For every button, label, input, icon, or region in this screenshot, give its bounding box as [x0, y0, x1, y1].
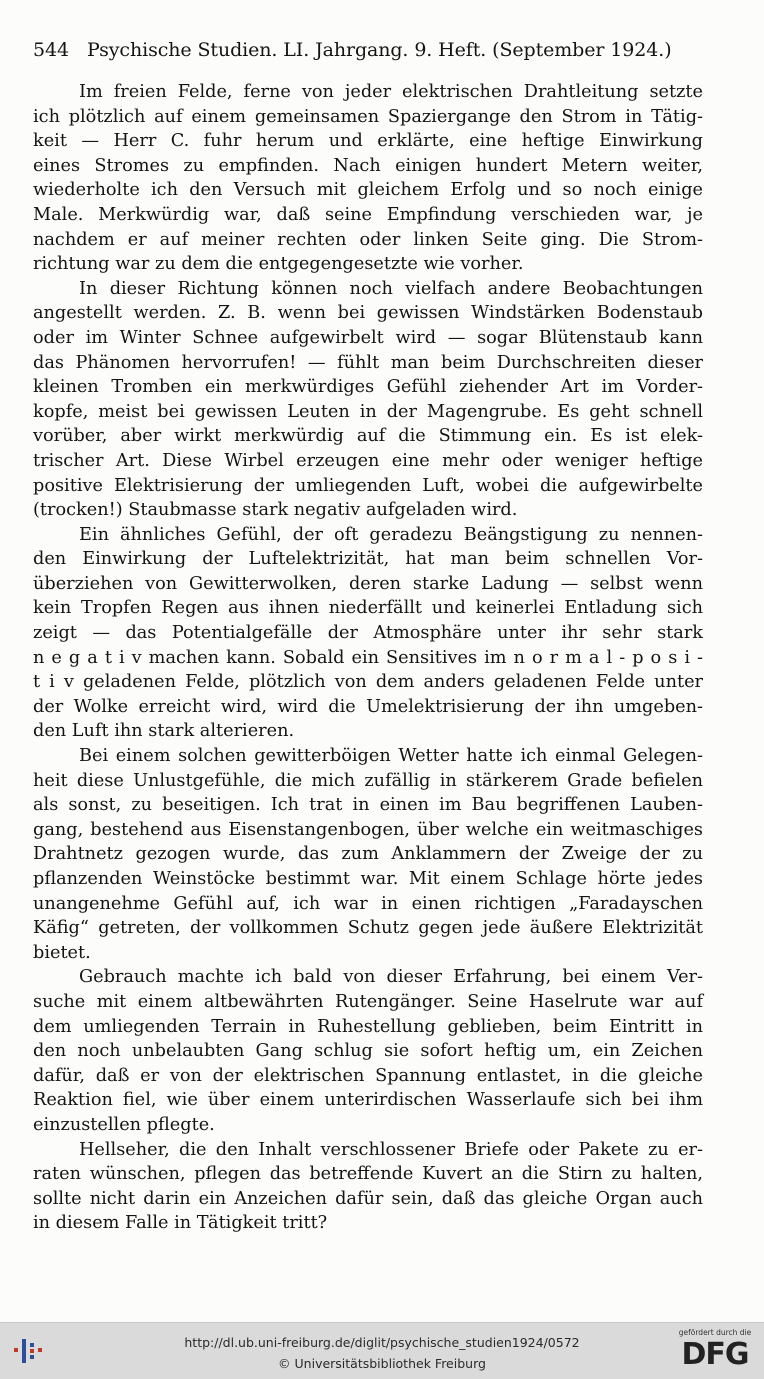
text-line: keit — Herr C. fuhr herum und erklärte, eine heftige Einwirkung — [33, 131, 703, 152]
text-line: eines Stromes zu empfinden. Nach einigen hundert Metern weiter, — [33, 155, 703, 176]
page-header — [33, 38, 733, 62]
text-line: zeigt — das Potentialgefälle der Atmosphäre unter ihr sehr stark — [33, 623, 703, 644]
text-line: richtung war zu dem die entgegengesetzte wie vorher. — [33, 254, 524, 275]
text-line: Gebrauch machte ich bald von dieser Erfahrung, bei einem Ver- — [79, 967, 703, 988]
text-line: den Luft ihn stark alterieren. — [33, 721, 295, 742]
text-line: In dieser Richtung können noch vielfach andere Beobachtungen — [79, 278, 703, 299]
text-line: positive Elektrisierung der umliegenden Luft, wobei die aufgewirbelte — [33, 475, 703, 496]
text-line: nachdem er auf meiner rechten oder linken Seite ging. Die Strom- — [33, 229, 703, 250]
text-line: der Wolke erreicht wird, wird die Umelektrisierung der ihn umgeben- — [33, 696, 703, 717]
text-line: Reaktion fiel, wie über einem unterirdischen Wasserlaufe sich bei ihm — [33, 1090, 703, 1111]
text-line: Bei einem solchen gewitterböigen Wetter hatte ich einmal Gelegen- — [79, 746, 703, 767]
text-line: Im freien Felde, ferne von jeder elektrischen Drahtleitung setzte — [79, 82, 703, 102]
running-title: Psychische Studien. LI. Jahrgang. 9. Heft. (September 1924.) — [86, 39, 672, 61]
text-line: oder im Winter Schnee aufgewirbelt wird — sogar Blütenstaub kann — [33, 327, 703, 348]
text-line: überziehen von Gewitterwolken, deren starke Ladung — selbst wenn — [33, 573, 703, 594]
dfg-logo[interactable]: DFG — [681, 1337, 749, 1372]
text-line: das Phänomen hervorrufen! — fühlt man beim Durchschreiten dieser — [33, 352, 703, 373]
text-line: kleinen Tromben ein merkwürdiges Gefühl ziehender Art im Vorder- — [33, 377, 703, 398]
text-line: unangenehme Gefühl auf, ich war in einen richtigen „Faradayschen — [33, 893, 703, 914]
text-line: heit diese Unlustgefühle, die mich zufällig in stärkerem Grade befielen — [33, 770, 703, 791]
text-line: dafür, daß er von der elektrischen Spannung entlastet, in die gleiche — [33, 1065, 703, 1086]
text-line: wiederholte ich den Versuch mit gleichem Erfolg und so noch einige — [33, 180, 703, 201]
text-line: ich plötzlich auf einem gemeinsamen Spaziergange den Strom in Tätig- — [33, 106, 703, 127]
text-line: Drahtnetz gezogen wurde, das zum Anklammern der Zweige der zu — [33, 844, 703, 865]
text-line: (trocken!) Staubmasse stark negativ aufgeladen wird. — [33, 500, 518, 521]
permalink-url[interactable]: http://dl.ub.uni-freiburg.de/diglit/psychische_studien1924/0572 — [184, 1335, 580, 1350]
text-line: Ein ähnliches Gefühl, der oft geradezu Beängstigung zu nennen- — [79, 524, 703, 545]
text-line: den noch unbelaubten Gang schlug sie sofort heftig um, ein Zeichen — [33, 1041, 703, 1062]
sponsor-caption: gefördert durch die — [678, 1328, 752, 1337]
viewer-footer — [0, 1322, 764, 1379]
text-line: pflanzenden Weinstöcke bestimmt war. Mit einem Schlage hörte jedes — [33, 869, 703, 889]
text-line: Hellseher, die den Inhalt verschlossener Briefe oder Pakete zu er- — [79, 1139, 703, 1160]
text-line: gang, bestehend aus Eisenstangenbogen, über welche ein weitmaschiges — [33, 819, 703, 840]
text-line: als sonst, zu beseitigen. Ich trat in einen im Bau begriffenen Lauben- — [33, 795, 703, 816]
text-line: vorüber, aber wirkt merkwürdig auf die Stimmung ein. Es ist elek- — [33, 426, 703, 447]
body-text — [33, 80, 703, 1236]
text-line: dem umliegenden Terrain in Ruhestellung geblieben, beim Eintritt in — [33, 1016, 703, 1037]
text-line: n e g a t i v machen kann. Sobald ein Sensitives im n o r m a l - p o s i - — [33, 647, 703, 668]
text-line: trischer Art. Diese Wirbel erzeugen eine mehr oder weniger heftige — [33, 450, 703, 471]
text-line: sollte nicht darin ein Anzeichen dafür sein, daß das gleiche Organ auch — [33, 1188, 703, 1209]
text-line: kein Tropfen Regen aus ihnen niederfällt und keinerlei Entladung sich — [33, 598, 703, 619]
text-line: Käfig“ getreten, der vollkommen Schutz gegen jede äußere Elektrizität — [33, 918, 703, 939]
text-line: suche mit einem altbewährten Rutengänger. Seine Haselrute war auf — [33, 991, 703, 1012]
text-line: raten wünschen, pflegen das betreffende Kuvert an die Stirn zu halten, — [33, 1164, 703, 1185]
text-line: angestellt werden. Z. B. wenn bei gewissen Windstärken Bodenstaub — [33, 303, 703, 324]
copyright-notice: © Universitätsbibliothek Freiburg — [278, 1356, 486, 1371]
text-line: t i v geladenen Felde, plötzlich von dem anders geladenen Felde unter — [33, 672, 703, 693]
text-line: Male. Merkwürdig war, daß seine Empfindung verschieden war, je — [33, 204, 703, 225]
text-line: einzustellen pflegte. — [33, 1114, 215, 1135]
text-line: den Einwirkung der Luftelektrizität, hat man beim schnellen Vor- — [33, 549, 703, 570]
text-line: bietet. — [33, 942, 91, 963]
text-line: in diesem Falle in Tätigkeit tritt? — [33, 1213, 328, 1234]
page-number: 544 — [33, 39, 69, 61]
text-line: kopfe, meist bei gewissen Leuten in der Magengrube. Es geht schnell — [33, 401, 703, 422]
